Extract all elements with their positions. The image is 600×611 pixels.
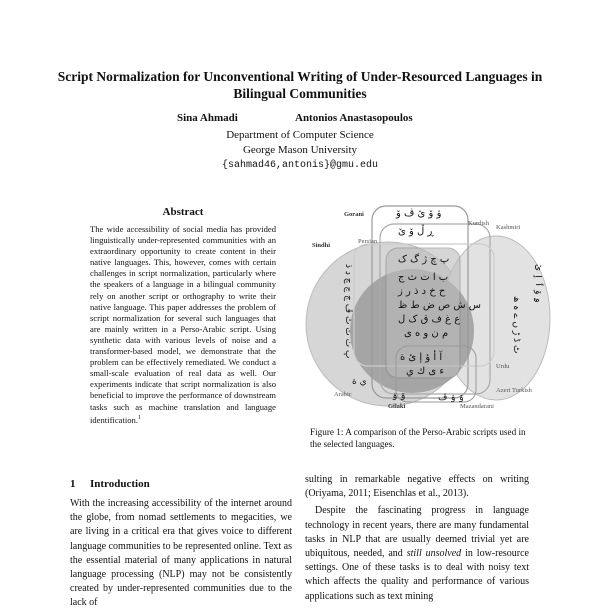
glyphs-gilaki: ۊ ۉ: [392, 391, 406, 401]
glyphs-shared: آ أ ؤ إ ئ ة: [400, 352, 443, 363]
glyphs-shared2: ء ى ك ي: [406, 366, 445, 377]
label-urdu: Urdu: [496, 363, 510, 370]
glyphs-mazandarani: ۊ ۉ ڤ: [438, 393, 464, 403]
glyphs-core1: پ چ ژ گ ک: [398, 254, 450, 265]
section-number: 1: [70, 478, 76, 490]
glyphs-core3: ح خ د ذ ر ز: [398, 286, 446, 297]
label-persian: Persian: [358, 238, 378, 245]
glyphs-arabic: ي ة: [352, 377, 367, 387]
paper-title: Script Normalization for Unconventional Writing of Under-Resourced Languages in Bilingual Communities: [57, 69, 543, 101]
university: George Mason University: [242, 144, 358, 156]
intro-right-paragraph-1: sulting in remarkable negative effects on writing (Oriyama, 2011; Eisenchlas et al., 2013).: [305, 474, 529, 500]
affiliation-block: [0, 128, 600, 173]
script-venn-figure: [300, 196, 543, 416]
abstract-heading: Abstract: [162, 206, 204, 218]
label-azeri-turkish: Azeri Turkish: [496, 387, 532, 394]
section-heading-introduction: [70, 478, 150, 490]
label-gorani: Gorani: [344, 211, 364, 218]
intro-right-paragraph-2: Despite the fascinating progress in language technology in recent years, there are many fundamental tasks in NLP that are usually deemed trivial yet are ubiquitous, needed, and still unsolved in low-resource settings. One of these tasks is to deal with noisy text which affects the quality and performance of various applications such as text mining: [305, 505, 529, 602]
label-mazandarani: Mazandarani: [460, 403, 494, 410]
abstract-text: The wide accessibility of social media has provided linguistically under-represented communities with an extraordinary opportunity to create content in their native languages. This, however, comes with certain challenges in script normalization, particularly where the speakers of a language in a bilingual community rely on another script or orthography to write their native language. This paper addresses the problem of script normalization for several such languages that are mainly written in a Perso-Arabic script. Using synthetic data with various levels of noise and a transformer-based model, we demonstrate that the problem can be effectively remediated. We conduct a small-scale evaluation of real data as well. Our experiments indicate that script normalization is also beneficial to improve the performance of downstream tasks such as machine translation and language identification.$^1$: [90, 224, 276, 425]
author-2: Antonios Anastasopoulos: [295, 112, 413, 124]
department: Department of Computer Science: [226, 129, 374, 141]
label-sindhi: Sindhi: [312, 242, 331, 249]
section-title: Introduction: [90, 478, 150, 490]
intro-right-column: [305, 473, 529, 604]
footnote-mark: 1: [137, 414, 141, 421]
label-gilaki: Gilaki: [388, 403, 406, 410]
glyphs-core4: س ش ص ض ط ظ: [398, 300, 481, 311]
glyphs-core6: م ن و ه ی: [404, 328, 449, 339]
label-kashmiri: Kashmiri: [496, 224, 521, 231]
glyphs-core2: ب ا ت ث ج: [398, 272, 449, 283]
glyphs-core5: ع غ ف ق ک ل: [398, 314, 461, 325]
label-arabic: Arabic: [334, 391, 352, 398]
glyphs-urdu: ٹ ڈ ڑ ں ے ہ ھ: [511, 296, 521, 354]
author-1: Sina Ahmadi: [177, 112, 238, 124]
intro-left-column: With the increasing accessibility of the internet around the globe, from nomad settlements to megacities, we are living in a critical era that gives voice to different language communities to be represented online. Text as the essential material of many applications in natural language processing (NLP) may not be consistently created by under-represented communities due to the lack of: [70, 498, 292, 609]
glyphs-sindhi: ڀ ٺ ٽ ٿ ڦ ڄ ڃ ڇ ڊ ڌ: [343, 264, 353, 359]
figure-caption: Figure 1: A comparison of the Perso-Arabic scripts used in the selected languages.: [310, 427, 526, 449]
glyphs-top2: ڕ ڵ ۆ ێ: [398, 226, 434, 237]
emphasis-still-unsolved: still unsolved: [406, 548, 462, 560]
glyphs-kashmiri: ۄ ۆ ٲ ٳ ێ: [533, 264, 543, 303]
label-kurdish: Kurdish: [468, 220, 489, 227]
email: {sahmad46,antonis}@gmu.edu: [221, 160, 379, 171]
glyphs-top: ۋ ۆ ێ ڤ ۆ: [396, 208, 442, 219]
